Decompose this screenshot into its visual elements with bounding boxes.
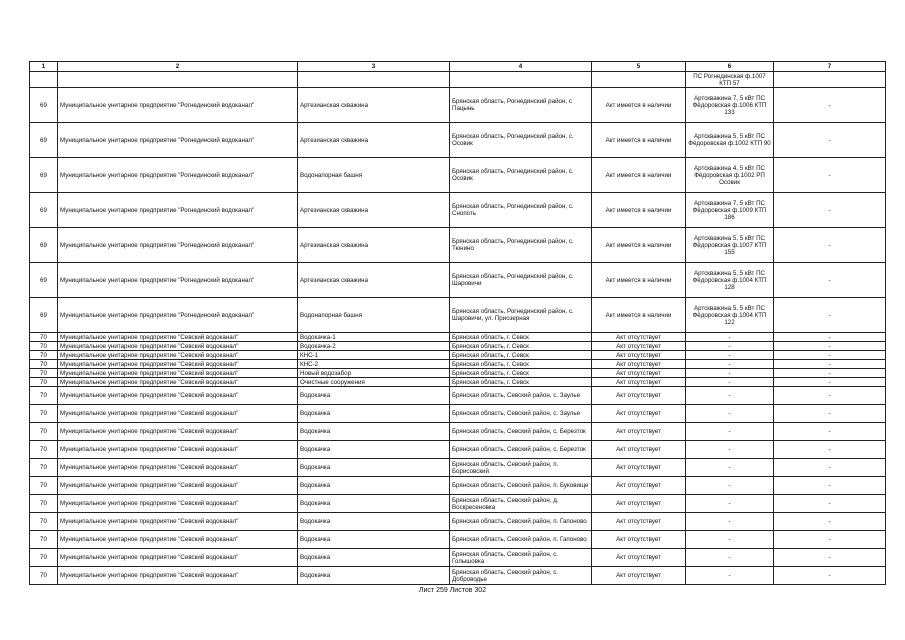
- cell-object: Водокачка: [298, 513, 450, 531]
- cell-column-7: -: [774, 441, 886, 459]
- column-header: 6: [686, 62, 774, 72]
- page-footer: Лист 259 Листов 302: [418, 587, 487, 594]
- cell-organization: Муниципальное унитарное предприятие "Рогнединский водоканал": [58, 123, 298, 158]
- cell-act-status: Акт имеется в наличии: [592, 88, 686, 123]
- cell-act-status: Акт отсутствует: [592, 387, 686, 405]
- cell-object: Артезианская скважина: [298, 193, 450, 228]
- cell-power-source: Артскважина 5, 5 кВт ПС Фёдоровская ф.1004 КТП 128: [686, 263, 774, 298]
- cell-organization: [58, 72, 298, 88]
- cell-power-source: Артскважина 5, 5 кВт ПС Фёдоровская ф.1002 КТП 90: [686, 123, 774, 158]
- cell-act-status: Акт отсутствует: [592, 495, 686, 513]
- cell-address: Брянская область, Рогнединский район, с. Осовик: [450, 158, 592, 193]
- cell-power-source: Артскважина 5, 5 кВт ПС Фёдоровская ф.1007 КТП 155: [686, 228, 774, 263]
- cell-address: Брянская область, Севский район, с. Заулье: [450, 387, 592, 405]
- cell-object: Артезианская скважина: [298, 263, 450, 298]
- cell-address: Брянская область, г. Севск: [450, 333, 592, 342]
- cell-power-source: -: [686, 495, 774, 513]
- cell-organization: Муниципальное унитарное предприятие "Севский водоканал": [58, 459, 298, 477]
- cell-object: Артезианская скважина: [298, 228, 450, 263]
- cell-act-status: Акт отсутствует: [592, 567, 686, 585]
- cell-number: 70: [30, 513, 58, 531]
- cell-column-7: -: [774, 387, 886, 405]
- column-header: 1: [30, 62, 58, 72]
- cell-number: 70: [30, 387, 58, 405]
- cell-organization: Муниципальное унитарное предприятие "Севский водоканал": [58, 351, 298, 360]
- cell-object: Водокачка-1: [298, 333, 450, 342]
- cell-power-source: -: [686, 333, 774, 342]
- table-row: [30, 378, 886, 387]
- cell-column-7: -: [774, 549, 886, 567]
- cell-power-source: -: [686, 423, 774, 441]
- table-row: [30, 387, 886, 405]
- cell-act-status: Акт отсутствует: [592, 333, 686, 342]
- cell-power-source: -: [686, 342, 774, 351]
- cell-column-7: -: [774, 423, 886, 441]
- cell-number: 70: [30, 477, 58, 495]
- cell-address: Брянская область, Рогнединский район, с. Шаровичи, ул. Приозерная: [450, 298, 592, 333]
- cell-number: 70: [30, 423, 58, 441]
- cell-address: Брянская область, г. Севск: [450, 342, 592, 351]
- cell-number: 69: [30, 298, 58, 333]
- cell-organization: Муниципальное унитарное предприятие "Севский водоканал": [58, 423, 298, 441]
- table-row: [30, 495, 886, 513]
- cell-organization: Муниципальное унитарное предприятие "Севский водоканал": [58, 369, 298, 378]
- cell-object: Водокачка: [298, 477, 450, 495]
- cell-object: Водокачка: [298, 459, 450, 477]
- cell-column-7: -: [774, 158, 886, 193]
- cell-column-7: -: [774, 360, 886, 369]
- cell-address: Брянская область, Рогнединский район, с. Тюнино: [450, 228, 592, 263]
- cell-power-source: -: [686, 549, 774, 567]
- table-row: [30, 549, 886, 567]
- cell-organization: Муниципальное унитарное предприятие "Севский водоканал": [58, 531, 298, 549]
- cell-act-status: Акт отсутствует: [592, 342, 686, 351]
- cell-power-source: ПС Рогнединская ф.1007 КТП 57: [686, 72, 774, 88]
- cell-column-7: -: [774, 298, 886, 333]
- cell-object: КНС-1: [298, 351, 450, 360]
- cell-act-status: Акт имеется в наличии: [592, 228, 686, 263]
- cell-address: Брянская область, Севский район, с. Доброводье: [450, 567, 592, 585]
- cell-address: Брянская область, г. Севск: [450, 351, 592, 360]
- cell-number: 70: [30, 351, 58, 360]
- cell-act-status: Акт отсутствует: [592, 513, 686, 531]
- cell-object: Водокачка: [298, 495, 450, 513]
- cell-address: Брянская область, Севский район, п. Гапоново: [450, 531, 592, 549]
- cell-object: Водонапорная башня: [298, 298, 450, 333]
- table-row: [30, 158, 886, 193]
- cell-act-status: Акт имеется в наличии: [592, 158, 686, 193]
- cell-column-7: -: [774, 378, 886, 387]
- table-row: [30, 193, 886, 228]
- cell-organization: Муниципальное унитарное предприятие "Рогнединский водоканал": [58, 298, 298, 333]
- cell-address: [450, 72, 592, 88]
- cell-address: Брянская область, г. Севск: [450, 378, 592, 387]
- table-row: [30, 441, 886, 459]
- cell-number: 70: [30, 495, 58, 513]
- cell-column-7: -: [774, 88, 886, 123]
- column-header: 3: [298, 62, 450, 72]
- cell-organization: Муниципальное унитарное предприятие "Севский водоканал": [58, 405, 298, 423]
- cell-column-7: -: [774, 123, 886, 158]
- cell-organization: Муниципальное унитарное предприятие "Севский водоканал": [58, 513, 298, 531]
- cell-object: [298, 72, 450, 88]
- cell-address: Брянская область, Севский район, д. Воскресеновка: [450, 495, 592, 513]
- cell-address: Брянская область, Севский район, п. Борисовский: [450, 459, 592, 477]
- cell-act-status: Акт отсутствует: [592, 378, 686, 387]
- column-header: 5: [592, 62, 686, 72]
- cell-object: Водокачка-2: [298, 342, 450, 351]
- cell-number: 70: [30, 531, 58, 549]
- cell-column-7: -: [774, 567, 886, 585]
- cell-column-7: -: [774, 193, 886, 228]
- table-row: [30, 531, 886, 549]
- table-row: [30, 360, 886, 369]
- cell-number: 70: [30, 567, 58, 585]
- cell-address: Брянская область, Рогнединский район, с. Осовик: [450, 123, 592, 158]
- cell-organization: Муниципальное унитарное предприятие "Рогнединский водоканал": [58, 228, 298, 263]
- cell-organization: Муниципальное унитарное предприятие "Севский водоканал": [58, 441, 298, 459]
- cell-number: 69: [30, 263, 58, 298]
- cell-object: КНС-2: [298, 360, 450, 369]
- cell-power-source: -: [686, 531, 774, 549]
- table-row: [30, 369, 886, 378]
- cell-number: 69: [30, 193, 58, 228]
- cell-column-7: -: [774, 228, 886, 263]
- cell-number: 70: [30, 549, 58, 567]
- cell-organization: Муниципальное унитарное предприятие "Рогнединский водоканал": [58, 88, 298, 123]
- cell-act-status: Акт отсутствует: [592, 351, 686, 360]
- cell-column-7: -: [774, 513, 886, 531]
- cell-number: 70: [30, 333, 58, 342]
- cell-organization: Муниципальное унитарное предприятие "Севский водоканал": [58, 342, 298, 351]
- cell-number: 69: [30, 123, 58, 158]
- cell-column-7: -: [774, 342, 886, 351]
- cell-power-source: -: [686, 387, 774, 405]
- table-row: [30, 423, 886, 441]
- cell-act-status: Акт отсутствует: [592, 477, 686, 495]
- table-row: [30, 477, 886, 495]
- table-row: [30, 88, 886, 123]
- cell-number: [30, 72, 58, 88]
- cell-power-source: Артскважина 4, 5 кВт ПС Фёдоровская ф.1002 РП Осовик: [686, 158, 774, 193]
- cell-object: Водокачка: [298, 531, 450, 549]
- cell-object: Водокачка: [298, 567, 450, 585]
- cell-column-7: -: [774, 263, 886, 298]
- cell-column-7: -: [774, 369, 886, 378]
- cell-act-status: Акт имеется в наличии: [592, 298, 686, 333]
- cell-column-7: [774, 72, 886, 88]
- cell-address: Брянская область, Севский район, п. Буковище: [450, 477, 592, 495]
- cell-address: Брянская область, Севский район, с. Заулье: [450, 405, 592, 423]
- cell-act-status: Акт отсутствует: [592, 423, 686, 441]
- cell-number: 70: [30, 459, 58, 477]
- cell-number: 69: [30, 88, 58, 123]
- cell-column-7: -: [774, 351, 886, 360]
- cell-power-source: -: [686, 513, 774, 531]
- cell-address: Брянская область, г. Севск: [450, 369, 592, 378]
- table-row: [30, 298, 886, 333]
- table-row: [30, 567, 886, 585]
- cell-organization: Муниципальное унитарное предприятие "Севский водоканал": [58, 477, 298, 495]
- registry-table: [29, 61, 886, 585]
- cell-act-status: Акт имеется в наличии: [592, 193, 686, 228]
- column-header: 4: [450, 62, 592, 72]
- cell-organization: Муниципальное унитарное предприятие "Севский водоканал": [58, 387, 298, 405]
- cell-object: Водокачка: [298, 423, 450, 441]
- cell-address: Брянская область, Севский район, с. Березток: [450, 441, 592, 459]
- table-header-row: [30, 62, 886, 72]
- cell-column-7: -: [774, 531, 886, 549]
- cell-object: Водокачка: [298, 405, 450, 423]
- cell-act-status: [592, 72, 686, 88]
- cell-column-7: -: [774, 333, 886, 342]
- cell-power-source: -: [686, 459, 774, 477]
- table-row: [30, 513, 886, 531]
- cell-act-status: Акт имеется в наличии: [592, 123, 686, 158]
- cell-act-status: Акт отсутствует: [592, 531, 686, 549]
- table-row: [30, 228, 886, 263]
- cell-act-status: Акт отсутствует: [592, 360, 686, 369]
- cell-organization: Муниципальное унитарное предприятие "Севский водоканал": [58, 567, 298, 585]
- column-header: 7: [774, 62, 886, 72]
- cell-power-source: -: [686, 369, 774, 378]
- cell-power-source: -: [686, 378, 774, 387]
- cell-object: Новый водозабор: [298, 369, 450, 378]
- cell-act-status: Акт отсутствует: [592, 369, 686, 378]
- cell-power-source: Артскважина 5, 5 кВт ПС Фёдоровская ф.1004 КТП 122: [686, 298, 774, 333]
- table-row: [30, 333, 886, 342]
- table-row: [30, 459, 886, 477]
- cell-power-source: -: [686, 441, 774, 459]
- cell-act-status: Акт отсутствует: [592, 405, 686, 423]
- cell-organization: Муниципальное унитарное предприятие "Рогнединский водоканал": [58, 158, 298, 193]
- cell-column-7: -: [774, 405, 886, 423]
- cell-power-source: -: [686, 405, 774, 423]
- cell-act-status: Акт отсутствует: [592, 441, 686, 459]
- cell-address: Брянская область, Севский район, с. Голышовка: [450, 549, 592, 567]
- table-row: [30, 72, 886, 88]
- cell-organization: Муниципальное унитарное предприятие "Севский водоканал": [58, 495, 298, 513]
- table-row: [30, 123, 886, 158]
- cell-power-source: -: [686, 360, 774, 369]
- cell-column-7: -: [774, 495, 886, 513]
- cell-object: Водонапорная башня: [298, 158, 450, 193]
- cell-organization: Муниципальное унитарное предприятие "Севский водоканал": [58, 333, 298, 342]
- cell-power-source: -: [686, 477, 774, 495]
- cell-object: Водокачка: [298, 387, 450, 405]
- table-row: [30, 342, 886, 351]
- cell-address: Брянская область, Рогнединский район, с. Шаровичи: [450, 263, 592, 298]
- cell-power-source: Артскважина 7, 5 кВт ПС Фёдоровская ф.1006 КТП 133: [686, 88, 774, 123]
- column-header: 2: [58, 62, 298, 72]
- cell-address: Брянская область, г. Севск: [450, 360, 592, 369]
- cell-power-source: -: [686, 351, 774, 360]
- table-row: [30, 263, 886, 298]
- cell-address: Брянская область, Севский район, п. Гапоново: [450, 513, 592, 531]
- cell-number: 69: [30, 228, 58, 263]
- cell-power-source: Артскважина 7, 5 кВт ПС Фёдоровская ф.1009 КТП 186: [686, 193, 774, 228]
- cell-object: Артезианская скважина: [298, 88, 450, 123]
- table-row: [30, 351, 886, 360]
- cell-number: 70: [30, 441, 58, 459]
- cell-number: 70: [30, 378, 58, 387]
- cell-organization: Муниципальное унитарное предприятие "Севский водоканал": [58, 378, 298, 387]
- cell-address: Брянская область, Рогнединский район, с. Снопоть: [450, 193, 592, 228]
- cell-column-7: -: [774, 459, 886, 477]
- cell-organization: Муниципальное унитарное предприятие "Рогнединский водоканал": [58, 263, 298, 298]
- cell-number: 70: [30, 342, 58, 351]
- cell-address: Брянская область, Севский район, с. Березток: [450, 423, 592, 441]
- cell-number: 70: [30, 360, 58, 369]
- cell-organization: Муниципальное унитарное предприятие "Севский водоканал": [58, 549, 298, 567]
- cell-object: Очистные сооружения: [298, 378, 450, 387]
- cell-organization: Муниципальное унитарное предприятие "Севский водоканал": [58, 360, 298, 369]
- cell-object: Артезианская скважина: [298, 123, 450, 158]
- cell-number: 70: [30, 369, 58, 378]
- cell-act-status: Акт имеется в наличии: [592, 263, 686, 298]
- cell-column-7: -: [774, 477, 886, 495]
- cell-number: 69: [30, 158, 58, 193]
- cell-object: Водокачка: [298, 549, 450, 567]
- cell-organization: Муниципальное унитарное предприятие "Рогнединский водоканал": [58, 193, 298, 228]
- cell-act-status: Акт отсутствует: [592, 549, 686, 567]
- cell-act-status: Акт отсутствует: [592, 459, 686, 477]
- cell-object: Водокачка: [298, 441, 450, 459]
- table-row: [30, 405, 886, 423]
- cell-address: Брянская область, Рогнединский район, с Пацынь: [450, 88, 592, 123]
- cell-number: 70: [30, 405, 58, 423]
- cell-power-source: -: [686, 567, 774, 585]
